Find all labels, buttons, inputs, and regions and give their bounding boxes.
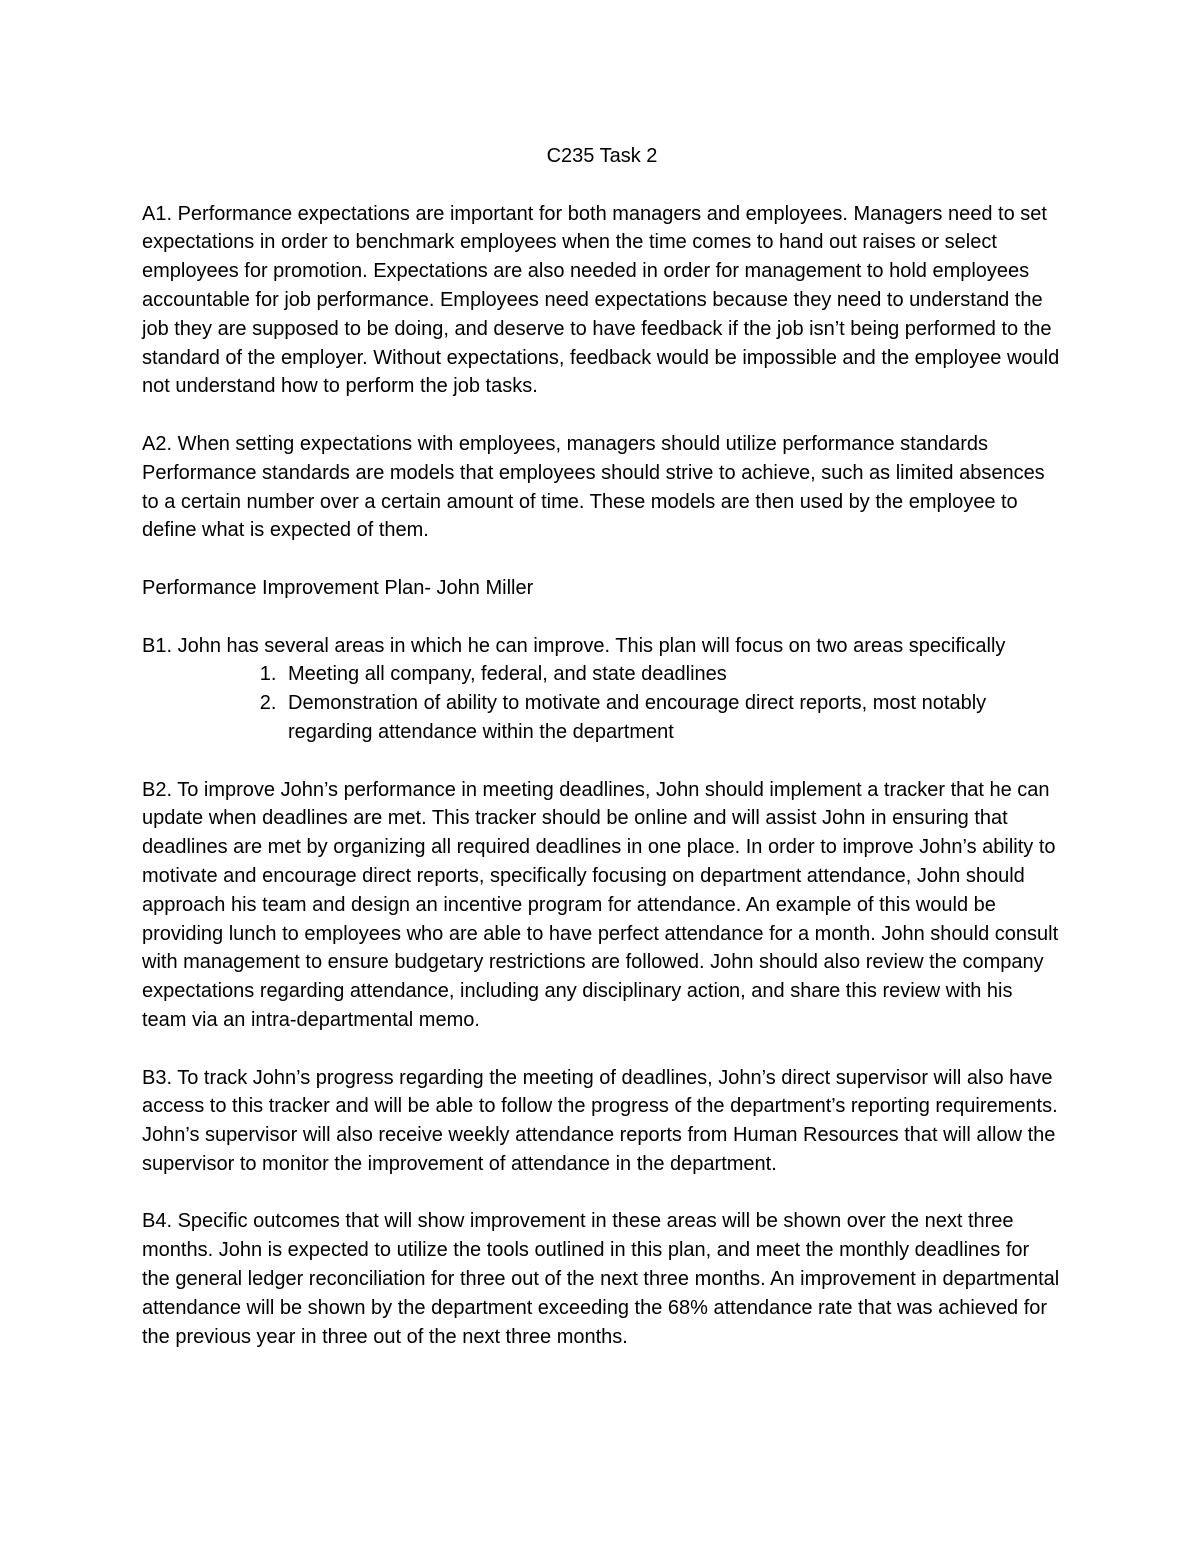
list-item: 1. Meeting all company, federal, and state deadlines: [282, 660, 1062, 689]
list-item: 2. Demonstration of ability to motivate and encourage direct reports, most notably regarding attendance within the department: [282, 689, 1062, 747]
improvement-areas-list: [142, 660, 1062, 746]
paragraph-a2: A2. When setting expectations with employees, managers should utilize performance standards Performance standards are models that employees should strive to achieve, such as limited absences to a certain number over a certain amount of time. These models are then used by the employee to define what is expected of them.: [142, 432, 1045, 542]
paragraph-b3: B3. To track John’s progress regarding the meeting of deadlines, John’s direct supervisor will also have access to this tracker and will be able to follow the progress of the department’s reporting requirements. John’s supervisor will also receive weekly attendance reports from Human Resources that will allow the supervisor to monitor the improvement of attendance in the department.: [142, 1066, 1058, 1175]
plan-heading: Performance Improvement Plan- John Miller: [142, 576, 534, 599]
document-body: [142, 142, 1062, 1380]
paragraph-b1-intro: B1. John has several areas in which he can improve. This plan will focus on two areas specifically: [142, 634, 1006, 657]
paragraph-a1: A1. Performance expectations are important for both managers and employees. Managers need to set expectations in order to benchmark employees when the time comes to hand out raises or select employees for promotion. Expectations are also needed in order for management to hold employees accountable for job performance. Employees need expectations because they need to understand the job they are supposed to be doing, and deserve to have feedback if the job isn’t being performed to the standard of the employer. Without expectations, feedback would be impossible and the employee would not understand how to perform the job tasks.: [142, 202, 1060, 398]
paragraph-b4: B4. Specific outcomes that will show improvement in these areas will be shown over the next three months. John is expected to utilize the tools outlined in this plan, and meet the monthly deadlines for the general ledger reconciliation for three out of the next three months. An improvement in departmental attendance will be shown by the department exceeding the 68% attendance rate that was achieved for the previous year in three out of the next three months.: [142, 1210, 1060, 1348]
document-title: C235 Task 2: [546, 145, 658, 167]
paragraph-b2: B2. To improve John’s performance in meeting deadlines, John should implement a tracker that he can update when deadlines are met. This tracker should be online and will assist John in ensuring that deadlines are met by organizing all required deadlines in one place. In order to improve John’s ability to motivate and encourage direct reports, specifically focusing on department attendance, John should approach his team and design an incentive program for attendance. An example of this would be providing lunch to employees who are able to have perfect attendance for a month. John should consult with management to ensure budgetary restrictions are followed. John should also review the company expectations regarding attendance, including any disciplinary action, and share this review with his team via an intra-departmental memo.: [142, 778, 1059, 1031]
